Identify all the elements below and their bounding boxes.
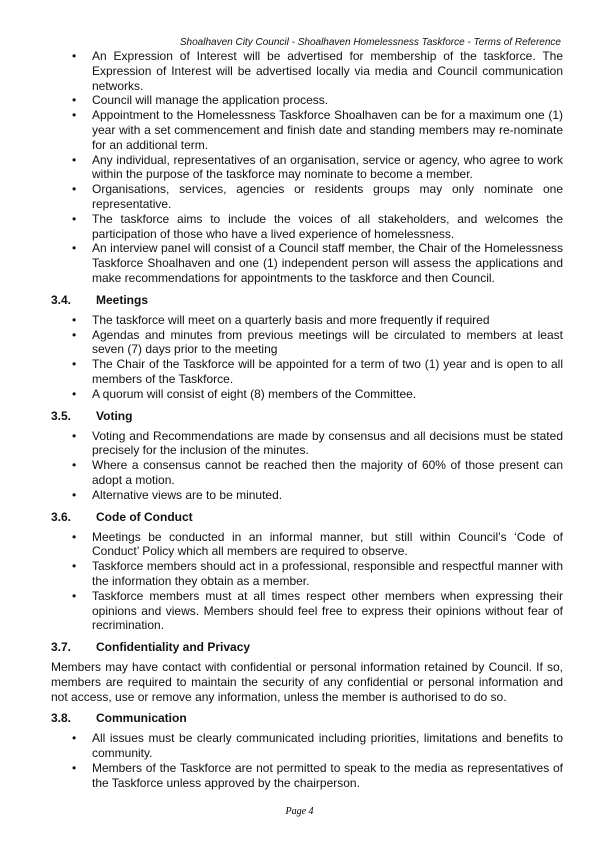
conduct-bullet-list: [58, 530, 563, 634]
section-title: Communication: [96, 711, 187, 726]
list-item: • Alternative views are to be minuted.: [72, 487, 283, 502]
section-number: 3.7.: [51, 640, 72, 655]
bullet-icon: •: [72, 559, 77, 574]
section-heading-meetings: [51, 293, 563, 308]
list-item: • Members of the Taskforce are not permitted to speak to the media as representatives of the Taskforce unless approved by the chairperson.: [72, 761, 563, 790]
bullet-icon: •: [72, 211, 77, 226]
page-header: Shoalhaven City Council - Shoalhaven Homelessness Taskforce - Terms of Reference: [179, 37, 561, 48]
bullet-icon: •: [72, 588, 77, 603]
list-item: • Taskforce members must at all times respect other members when expressing their opinions and views. Members should feel free to express their opinions without fear of recrimination.: [72, 588, 563, 633]
meetings-bullet-list: [58, 313, 563, 402]
communication-bullet-list: [58, 731, 563, 790]
bullet-icon: •: [72, 93, 77, 108]
section-heading-code-of-conduct: [51, 510, 563, 525]
bullet-icon: •: [72, 108, 77, 123]
list-item: • Organisations, services, agencies or residents groups may only nominate one representative.: [72, 182, 563, 211]
bullet-icon: •: [72, 731, 77, 746]
section-title: Confidentiality and Privacy: [96, 640, 251, 655]
list-item: • The taskforce aims to include the voices of all stakeholders, and welcomes the participation of those who have a lived experience of homelessness.: [72, 211, 563, 241]
section-title: Meetings: [96, 292, 149, 307]
list-item: • Voting and Recommendations are made by consensus and all decisions must be stated precisely for the inclusion of the minutes.: [72, 428, 563, 458]
list-item: • Where a consensus cannot be reached then the majority of 60% of those present can adopt a motion.: [72, 458, 563, 487]
section-number: 3.6.: [51, 509, 72, 524]
page-number: Page 4: [285, 806, 314, 817]
section-heading-confidentiality: [51, 640, 563, 655]
bullet-icon: •: [72, 761, 77, 776]
bullet-icon: •: [72, 182, 77, 197]
list-item: • Agendas and minutes from previous meetings will be circulated to members at least seven (7) days prior to the meeting: [72, 327, 563, 357]
section-title: Voting: [96, 408, 133, 423]
list-item: • Meetings be conducted in an informal manner, but still within Council’s ‘Code of Conduct’ Policy which all members are required to observe.: [72, 529, 563, 559]
bullet-icon: •: [72, 327, 77, 342]
voting-bullet-list: [58, 429, 563, 503]
section-number: 3.5.: [51, 408, 72, 423]
section-heading-voting: [51, 409, 563, 424]
bullet-icon: •: [72, 428, 77, 443]
section-heading-communication: [51, 711, 563, 726]
list-item: • A quorum will consist of eight (8) members of the Committee.: [72, 386, 417, 401]
bullet-icon: •: [72, 458, 77, 473]
list-item: • Appointment to the Homelessness Taskforce Shoalhaven can be for a maximum one (1) year with a set commencement and finish date and standing members may re-nominate for an additional term.: [72, 108, 563, 152]
section-number: 3.8.: [51, 711, 72, 726]
list-item: • Taskforce members should act in a professional, responsible and respectful manner with the information they obtain as a member.: [72, 559, 563, 588]
list-item: • An interview panel will consist of a Council staff member, the Chair of the Homelessness Taskforce Shoalhaven and one (1) independent person will assess the applications and make recommendations for appointments to the taskforce and then Council.: [72, 241, 563, 285]
section-title: Code of Conduct: [96, 509, 193, 524]
list-item: • All issues must be clearly communicated including priorities, limitations and benefits to community.: [72, 731, 563, 761]
bullet-icon: •: [72, 241, 77, 256]
bullet-icon: •: [72, 312, 77, 327]
bullet-icon: •: [72, 529, 77, 544]
intro-bullet-list: [58, 49, 563, 286]
list-item: • The taskforce will meet on a quarterly basis and more frequently if required: [72, 312, 490, 327]
confidentiality-paragraph: Members may have contact with confidential or personal information retained by Council. If so, members are required to maintain the security of any confidential or personal information and not access, use or remove any information, unless the member is authorised to do so.: [51, 660, 563, 704]
section-number: 3.4.: [51, 292, 72, 307]
bullet-icon: •: [72, 357, 77, 372]
list-item: • The Chair of the Taskforce will be appointed for a term of two (1) year and is open to all members of the Taskforce.: [72, 357, 563, 386]
bullet-icon: •: [72, 386, 77, 401]
list-item: • Council will manage the application process.: [72, 93, 329, 108]
list-item: • An Expression of Interest will be advertised for membership of the taskforce. The Expression of Interest will be advertised locally via media and Council communication networks.: [72, 49, 563, 93]
bullet-icon: •: [72, 487, 77, 502]
bullet-icon: •: [72, 152, 77, 167]
bullet-icon: •: [72, 49, 77, 63]
list-item: • Any individual, representatives of an organisation, service or agency, who agree to work within the purpose of the taskforce may nominate to become a member.: [72, 152, 563, 182]
